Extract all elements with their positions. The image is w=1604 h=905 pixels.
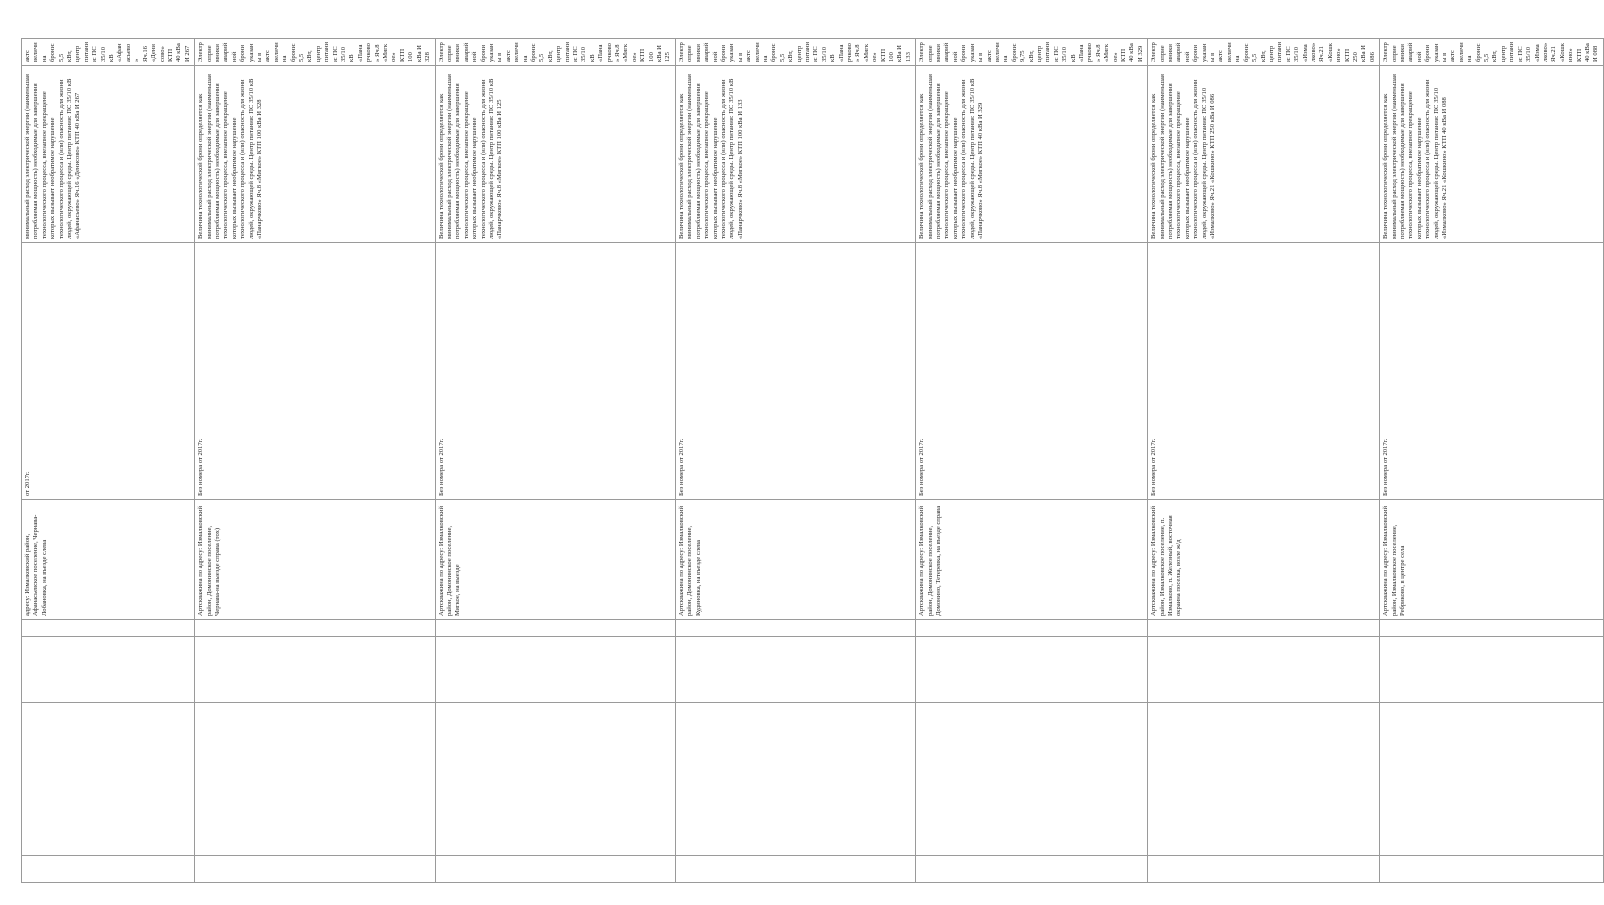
cell-bron: Электроприемники аварийной брони указаны в актс величина брони: 5,5 кВт, центр питания: ПС 35/10 кВ «Панарчково» Яч.8 «Мягкое» КТП 100 кВа И 125 — [435, 39, 675, 66]
cell-date: Без номера от 2017г. — [1148, 243, 1380, 500]
cell-number — [1148, 856, 1380, 883]
cell-bron: Электроприемники аварийной брони указаны в актс величина брони: 5,5 кВт, центр питания: ПС 35/10 «Измалково» Яч.21 «Кошкино» КТП 250 кВа И 086 — [1148, 39, 1380, 66]
cell-blank — [435, 637, 675, 703]
cell-blank — [1380, 620, 1604, 637]
cell-description: Величина технологической брони определяется как минимальный расход электрической энергии (наименьшая потребляемая мощность) необходимые для завершения технологического процесса, внезапное прекращение которых вызывает необратимое нарушение технологического процесса и (или) опасность для жизни людей, окружающей среды. Центр питания: ПС 35/10 кВ «Панарчково» Яч.8 «Мягкое» КТП 40 кВа И 329 — [916, 66, 1148, 243]
cell-address: Артскважина по адресу: Измалковский район, Домонинское поселение, Мягкое, на выезде — [435, 500, 675, 620]
cell-description: Величина технологической брони определяется как минимальный расход электрической энергии (наименьшая потребляемая мощность) необходимые для завершения технологического процесса, внезапное прекращение которых вызывает необратимое нарушение технологического процесса и (или) опасность для жизни людей, окружающей среды. Центр питания: ПС 35/10 «Измалково» Яч.21 «Кошкино» КТП 40 кВа И 088 — [1380, 66, 1604, 243]
cell-date: Без номера от 2017г. — [435, 243, 675, 500]
brony-table — [21, 38, 1604, 883]
cell-blank — [435, 620, 675, 637]
cell-number — [435, 856, 675, 883]
cell-number — [916, 856, 1148, 883]
cell-description: Величина технологической брони определяется как минимальный расход электрической энергии (наименьшая потребляемая мощность) необходимые для завершения технологического процесса, внезапное прекращение которых вызывает необратимое нарушение технологического процесса и (или) опасность для жизни людей, окружающей среды. Центр питания: ПС 35/10 «Измалково» Яч.21 «Кошкино» КТП 250 кВа И 086 — [1148, 66, 1380, 243]
cell-blank — [1380, 637, 1604, 703]
cell-bron: Электроприемники аварийной брони указаны в актс величина брони: 9,75 кВт, центр питания: ПС 35/10 кВ «Панарчково» Яч.8 «Мягкое» КТП 40 кВа И 329 — [916, 39, 1148, 66]
cell-blank — [195, 637, 435, 703]
cell-blank — [675, 703, 915, 856]
cell-blank — [1148, 703, 1380, 856]
cell-blank — [435, 703, 675, 856]
table-row — [1148, 39, 1380, 883]
cell-blank — [22, 703, 195, 856]
cell-blank — [916, 637, 1148, 703]
cell-blank — [916, 620, 1148, 637]
rotated-page — [21, 39, 1600, 883]
cell-blank — [195, 703, 435, 856]
cell-blank — [675, 637, 915, 703]
cell-address: Артскважина по адресу: Измалковский район, Измалковское поселение, Ребриково, в центре села — [1380, 500, 1604, 620]
table-row — [22, 39, 195, 883]
cell-blank — [1380, 703, 1604, 856]
cell-date: Без номера от 2017г. — [195, 243, 435, 500]
table-body — [22, 39, 1604, 883]
cell-bron: Электроприемники аварийной брони указаны в актс величина брони: 5,5 кВт, центр питания: ПС 35/10 кВ «Панарчково» Яч.8 «Мягкое» КТП 100 кВа И 328 — [195, 39, 435, 66]
cell-number — [675, 856, 915, 883]
cell-bron: Электроприемники аварийной брони указаны в актс величина брони: 5,5 кВт, центр питания: ПС 35/10 кВ «Панарчково» Яч.8 «Мягкое» КТП 100 кВа И 133 — [675, 39, 915, 66]
cell-address: адресу: Измалковский район, Афанасьевское поселение, Чернава-Лобановка, на въезде слева — [22, 500, 195, 620]
cell-address: Артскважина по адресу: Измалковский район, Домонинское поселение, Кудиновка, на въезде слева — [675, 500, 915, 620]
cell-address: Артскважина по адресу: Измалковский район, Измалковское поселение, п. Измалково, п. Железный, восточная окраина поселка, возле ж/д — [1148, 500, 1380, 620]
cell-blank — [1148, 637, 1380, 703]
cell-date: Без номера от 2017г. — [675, 243, 915, 500]
cell-date: Без номера от 2017г. — [916, 243, 1148, 500]
cell-description: Величина технологической брони определяется как минимальный расход электрической энергии (наименьшая потребляемая мощность) необходимые для завершения технологического процесса, внезапное прекращение которых вызывает необратимое нарушение технологического процесса и (или) опасность для жизни людей, окружающей среды. Центр питания: ПС 35/10 кВ «Панарчково» Яч.8 «Мягкое» КТП 100 кВа И 125 — [435, 66, 675, 243]
cell-blank — [1148, 620, 1380, 637]
table-row — [1380, 39, 1604, 883]
table-row — [675, 39, 915, 883]
cell-address: Артскважина по адресу: Измалковский район, Домонинское поселение, Чернава-на выезде справа (тох) — [195, 500, 435, 620]
cell-number — [22, 856, 195, 883]
cell-description: Величина технологической брони определяется как минимальный расход электрической энергии (наименьшая потребляемая мощность) необходимые для завершения технологического процесса, внезапное прекращение которых вызывает необратимое нарушение технологического процесса и (или) опасность для жизни людей, окружающей среды. Центр питания: ПС 35/10 кВ «Панарчково» Яч.8 «Мягкое» КТП 100 кВа И 133 — [675, 66, 915, 243]
cell-blank — [195, 620, 435, 637]
cell-number — [1380, 856, 1604, 883]
cell-blank — [675, 620, 915, 637]
table-row — [916, 39, 1148, 883]
cell-bron: актс величина брони: 5,5 кВт, центр питания: ПС 35/10 кВ «Афанасьево» Яч.16 «Денисово» КТП 40 кВа И 267 — [22, 39, 195, 66]
table-row — [195, 39, 435, 883]
cell-date: от 2017г. — [22, 243, 195, 500]
cell-description: минимальный расход электрической энергии (наименьшая потребляемая мощность) необходимые для завершения технологического процесса, внезапное прекращение которых вызывает необратимое нарушение технологического процесса и (или) опасность для жизни людей, окружающей среды. Центр питания: ПС 35/10 кВ «Афанасьево» Яч.16 «Денисово» КТП 40 кВа И 267 — [22, 66, 195, 243]
cell-blank — [22, 620, 195, 637]
cell-description: Величина технологической брони определяется как минимальный расход электрической энергии (наименьшая потребляемая мощность) необходимые для завершения технологического процесса, внезапное прекращение которых вызывает необратимое нарушение технологического процесса и (или) опасность для жизни людей, окружающей среды. Центр питания: ПС 35/10 кВ «Панарчково» Яч.8 «Мягкое» КТП 100 кВа И 328 — [195, 66, 435, 243]
cell-blank — [916, 703, 1148, 856]
cell-date: Без номера от 2017г. — [1380, 243, 1604, 500]
cell-blank — [22, 637, 195, 703]
cell-address: Артскважина по адресу: Измалковский район, Домонинское поселение, Домонино, Тетеревка, на въезде справа — [916, 500, 1148, 620]
table-row — [435, 39, 675, 883]
cell-bron: Электроприемники аварийной брони указаны в актс величина брони: 5,5 кВт, центр питания: ПС 35/10 «Измалково» Яч.21 «Кошкино» КТП 40 кВа И 088 — [1380, 39, 1604, 66]
cell-number — [195, 856, 435, 883]
